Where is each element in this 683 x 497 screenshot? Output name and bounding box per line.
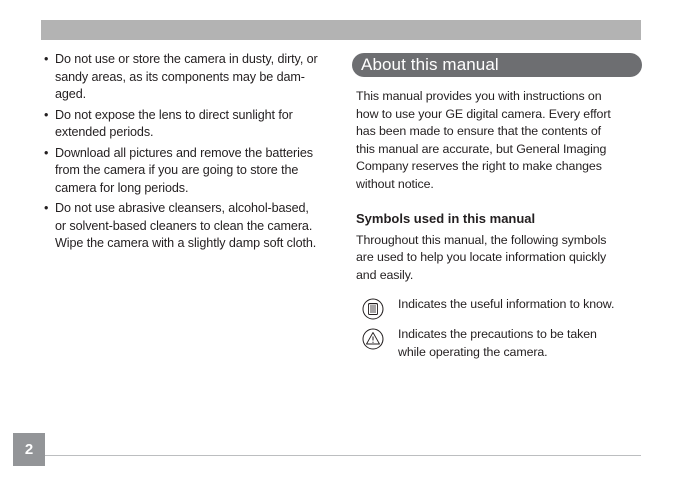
left-column — [44, 51, 336, 256]
symbol-row-note — [352, 296, 642, 318]
top-header-bar — [41, 20, 641, 40]
warning-icon — [362, 328, 384, 350]
bullet-item: • Do not expose the lens to direct sunlight for extended periods. — [44, 107, 336, 142]
section-title: About this manual — [352, 53, 642, 77]
symbol-row-warning — [352, 326, 642, 362]
page-number: 2 — [13, 433, 45, 466]
symbols-intro-paragraph: Throughout this manual, the following symbols are used to help you locate information quickly and easily. — [356, 232, 607, 282]
care-bullet-list — [44, 51, 336, 253]
intro-paragraph: This manual provides you with instructions on how to use your GE digital camera. Every effort has been made to ensure that the contents of this manual are accurate, but General Imaging Company reserves the right to make changes without notice. — [356, 89, 611, 191]
symbols-heading: Symbols used in this manual — [356, 210, 536, 226]
bullet-item: • Do not use abrasive cleansers, alcohol-based, or solvent-based cleaners to clean the camera. Wipe the camera with a slightly damp soft cloth. — [44, 200, 336, 253]
bullet-item: • Do not use or store the camera in dusty, dirty, or sandy areas, as its components may be dam- aged. — [44, 51, 336, 104]
note-symbol-text: Indicates the useful information to know. — [398, 297, 615, 312]
footer-divider — [45, 455, 641, 456]
warning-symbol-text: Indicates the precautions to be taken while operating the camera. — [398, 327, 597, 359]
bullet-item: • Download all pictures and remove the batteries from the camera if you are going to store the camera for long periods. — [44, 145, 336, 198]
right-column — [352, 53, 642, 362]
note-icon — [362, 298, 384, 320]
